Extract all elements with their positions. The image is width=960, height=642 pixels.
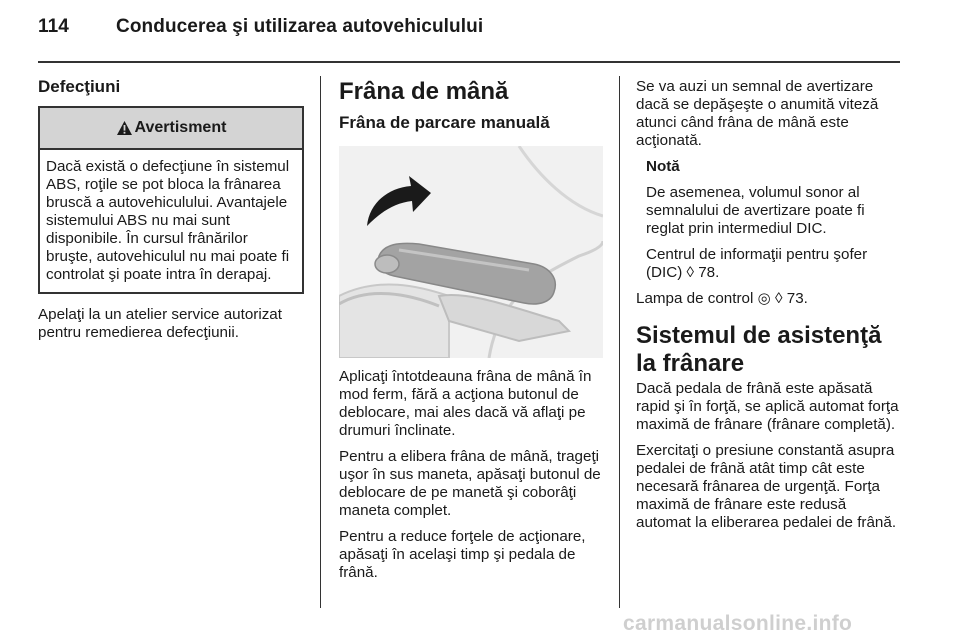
note-paragraph-2: Centrul de informaţii pentru şofer (DIC) ◊ 78. [646, 246, 868, 281]
handbrake-figure [339, 146, 603, 358]
note-title: Notă [646, 158, 680, 175]
column-divider-left [320, 76, 321, 608]
watermark: carmanualsonline.info [623, 612, 853, 635]
brake-assist-paragraph-1: Dacă pedala de frână este apăsată rapid şi în forţă, se aplică automat forţa maximă de frânare (frânare completă). [636, 380, 899, 433]
control-lamp-paragraph: Lampa de control ◎ ◊ 73. [636, 290, 808, 307]
handbrake-lever-illustration [339, 146, 603, 358]
warning-box [38, 106, 304, 294]
handbrake-paragraph-1: Aplicaţi întotdeauna frâna de mână în mod ferm, fără a acţiona butonul de deblocare, mai ales dacă vă aflaţi pe drumuri înclinate. [339, 368, 592, 439]
page-title: Conducerea şi utilizarea autovehiculului [116, 16, 484, 37]
column-1 [38, 78, 304, 350]
note-block [636, 158, 904, 282]
defects-paragraph: Apelaţi la un atelier service autorizat pentru remedierea defecţiunii. [38, 306, 282, 341]
column-3 [636, 78, 904, 540]
warning-signal-paragraph: Se va auzi un semnal de avertizare dacă se depăşeşte o anumită viteză atunci când frâna de mână este acţionată. [636, 78, 879, 149]
warning-text: Dacă există o defecţiune în sistemul ABS, roţile se pot bloca la frânarea bruscă a autovehiculului. Avantajele sistemului ABS nu mai sunt disponibile. În cursul frânărilor bruşte, autovehiculul nu mai poate fi controlat şi poate intra în derapaj. [46, 158, 290, 283]
handbrake-subtitle: Frâna de parcare manuală [339, 113, 550, 132]
column-divider-right [619, 76, 620, 608]
brake-assist-paragraph-2: Exercitaţi o presiune constantă asupra pedalei de frână atât timp cât este necesară frânarea de urgenţă. Forţa maximă de frânare este redusă automat la eliberarea pedalei de frână. [636, 442, 897, 531]
handbrake-paragraph-3: Pentru a reduce forţele de acţionare, apăsaţi în acelaşi timp şi pedala de frână. [339, 528, 586, 581]
column-2 [339, 78, 603, 590]
page-header [38, 16, 483, 38]
handbrake-paragraph-2: Pentru a elibera frâna de mână, trageţi uşor în sus maneta, apăsaţi butonul de deblocare de pe manetă şi coborâţi maneta complet. [339, 448, 601, 519]
warning-triangle-icon [116, 120, 133, 136]
section-title-defects: Defecţiuni [38, 77, 121, 96]
page-number: 114 [38, 16, 69, 37]
brake-assist-title: Sistemul de asistenţă la frânare [636, 322, 882, 377]
warning-header [40, 108, 302, 150]
warning-title: Avertisment [134, 119, 227, 136]
header-rule [38, 61, 900, 63]
note-paragraph-1: De asemenea, volumul sonor al semnalului de avertizare poate fi reglat prin intermediul DIC. [646, 184, 865, 237]
handbrake-title: Frâna de mână [339, 78, 509, 105]
